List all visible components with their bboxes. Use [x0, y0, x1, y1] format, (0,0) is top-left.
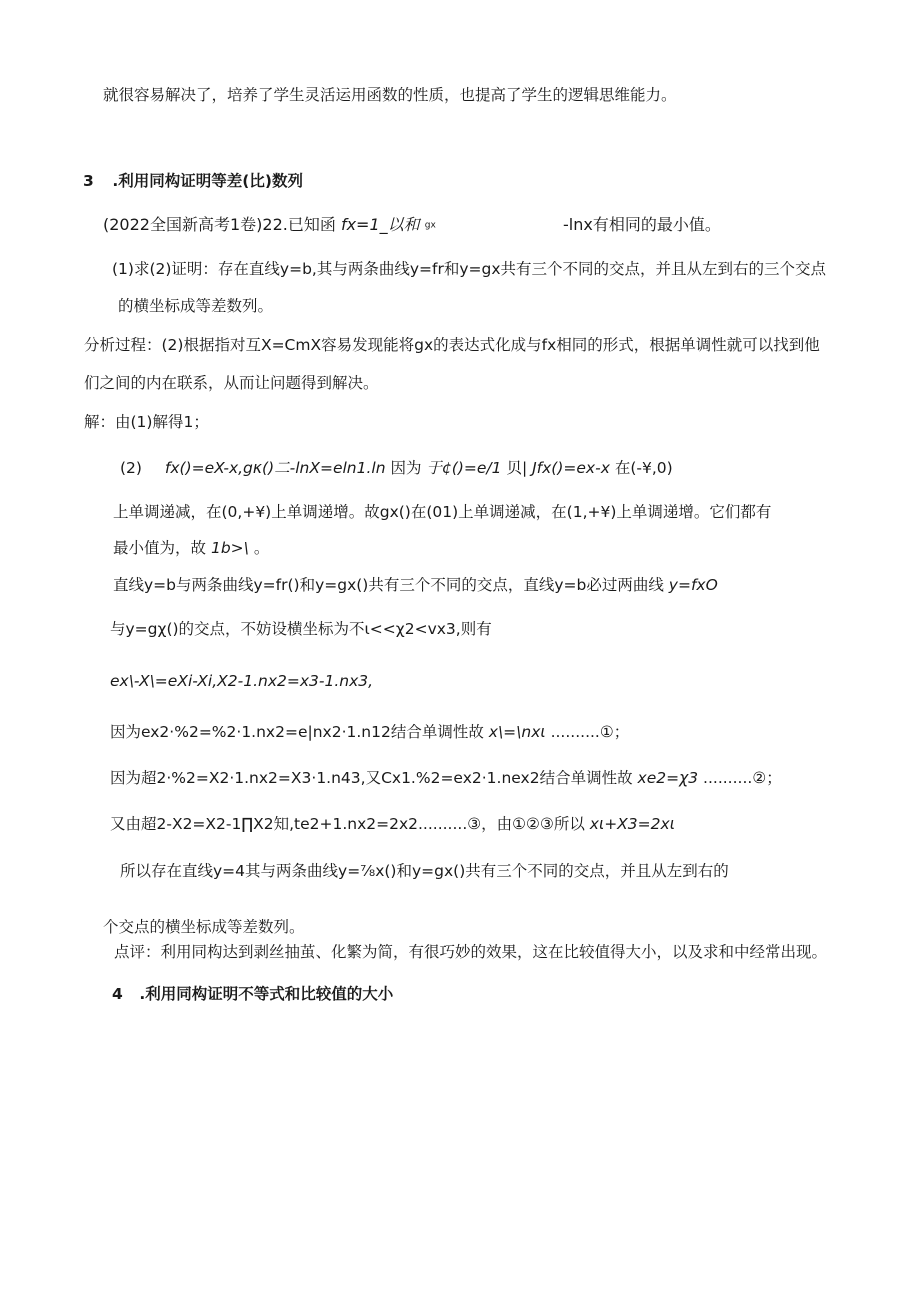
equation-3	[110, 767, 782, 789]
comment-paragraph: 点评：利用同构达到剥丝抽茧、化繁为简，有很巧妙的效果，这在比较值得大小，以及求和中经常出现。	[114, 943, 828, 961]
solution-line-1: 解：由(1)解得1；	[84, 413, 209, 431]
fx-expression: Jfx()=ex-x	[532, 459, 610, 477]
problem-gx: gx	[424, 220, 436, 231]
problem-statement	[103, 214, 436, 237]
eq2-text: 因为ex2·%2=%2·1.nx2=e|nx2·1.n12结合单调性故	[110, 723, 484, 741]
conclusion-line-1: 所以存在直线y=4其与两条曲线y=⅞x()和y=gx()共有三个不同的交点，并且从左到右的	[120, 862, 729, 880]
section-3-heading	[83, 170, 303, 192]
eq4-result: xι+X3=2xι	[589, 815, 675, 833]
section-3-title: .利用同构证明等差(比)数列	[112, 172, 303, 190]
solution-line-2	[120, 457, 673, 479]
solution-line-4	[113, 537, 269, 559]
problem-source: (2022全国新高考1卷)22.已知函	[103, 215, 336, 234]
b-condition: 1b>\	[210, 539, 249, 557]
solution-line-3: 上单调递减，在(0,+¥)上单调递增。故gx()在(01)上单调递减，在(1,+¥)上单调递增。它们都有	[113, 503, 772, 521]
because-text: 因为	[390, 459, 422, 477]
conclusion-line-2: 个交点的横坐标成等差数列。	[103, 918, 305, 936]
analysis-line-1: 分析过程：(2)根据指对互X=CmX容易发现能将gx的表达式化成与fx相同的形式，根据单调性就可以找到他	[84, 336, 820, 354]
section-3-number: 3	[83, 172, 94, 190]
section-4-number: 4	[112, 985, 123, 1003]
eq2-result: x\=\nxι	[488, 723, 546, 741]
section-4-heading	[112, 983, 393, 1005]
line-intersect-text: 直线y=b与两条曲线y=fr()和y=gx()共有三个不同的交点，直线y=b必过两曲线	[113, 576, 664, 594]
interval-text: 在(-¥,0)	[614, 459, 673, 477]
period-mark: 。	[253, 539, 270, 557]
equation-4	[110, 813, 675, 835]
solution-line-5	[113, 574, 718, 596]
eq3-result: xe2=χ3	[637, 769, 699, 787]
intro-paragraph: 就很容易解决了，培养了学生灵活运用函数的性质，也提高了学生的逻辑思维能力。	[103, 86, 677, 104]
eq3-marker: ..........②；	[703, 769, 782, 787]
analysis-line-2: 们之间的内在联系，从而让问题得到解决。	[84, 374, 379, 392]
problem-fx: fx=1_以和	[340, 215, 420, 234]
curve-fx: y=fxO	[668, 576, 718, 594]
eq3-text: 因为超2·%2=X2·1.nx2=X3·1.n43,又Cx1.%2=ex2·1.nex2结合单调性故	[110, 769, 633, 787]
derivative-expression: 于¢()=e/1	[426, 459, 502, 477]
question-line-1: (1)求(2)证明：存在直线y=b,其与两条曲线y=fr和y=gx共有三个不同的交点，并且从左到右的三个交点	[112, 260, 827, 278]
min-value-text: 最小值为，故	[113, 539, 207, 557]
question-line-2: 的横坐标成等差数列。	[118, 297, 274, 315]
then-text: 贝|	[506, 459, 528, 477]
eq2-marker: ..........①；	[550, 723, 630, 741]
fx-gx-definition: fx()=eX-x,gκ()二-lnX=eln1.ln	[164, 459, 386, 477]
equation-1: ex\-X\=eXi-Xi,X2-1.nx2=x3-1.nx3,	[110, 672, 374, 690]
solution-line-6: 与y=gχ()的交点，不妨设横坐标为不ι<<χ2<vx3,则有	[110, 620, 492, 638]
equation-2	[110, 721, 629, 743]
part-2-label: (2)	[120, 459, 142, 477]
eq4-text: 又由超2-X2=X2-1∏X2知,te2+1.nx2=2x2..........③，由①②③所以	[110, 815, 585, 833]
problem-tail: -lnx有相同的最小值。	[563, 215, 721, 234]
section-4-title: .利用同构证明不等式和比较值的大小	[139, 985, 394, 1003]
